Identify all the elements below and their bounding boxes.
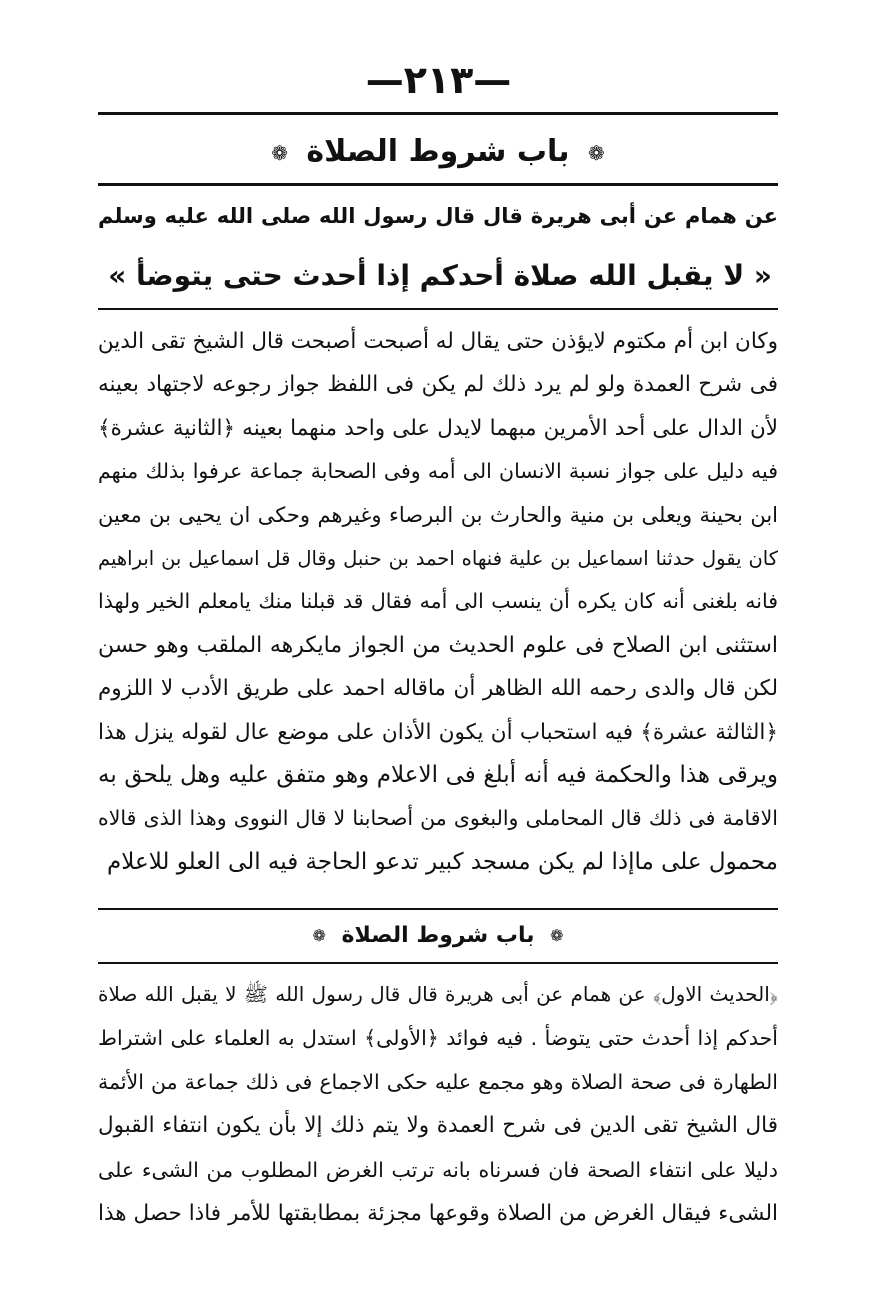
text-line: وكان ابن أم مكتوم لايؤذن حتى يقال له أصبحت أصبحت قال الشيخ تقى الدين bbox=[98, 329, 778, 354]
hadith-text bbox=[98, 186, 778, 306]
commentary-bottom bbox=[98, 972, 778, 1236]
text-line: ﴿الثالثة عشرة﴾ فيه استحباب أن يكون الأذان على موضع عال لقوله ينزل هذا bbox=[98, 719, 778, 745]
section-rule-top bbox=[98, 908, 778, 910]
text-line: لكن قال والدى رحمه الله الظاهر أن ماقاله احمد على طريق الأدب لا اللزوم bbox=[98, 676, 778, 702]
section-heading-title: باب شروط الصلاة bbox=[341, 923, 535, 948]
commentary-top bbox=[98, 320, 778, 884]
ornament-icon: ❁ bbox=[588, 140, 605, 165]
ornament-icon: ❁ bbox=[550, 926, 564, 945]
text-line: استثنى ابن الصلاح فى علوم الحديث من الجواز مايكرهه الملقب وهو حسن bbox=[98, 632, 778, 658]
header-rule bbox=[98, 112, 778, 115]
ornament-icon: ❁ bbox=[271, 140, 288, 165]
text-line: الطهارة فى صحة الصلاة وهو مجمع عليه حكى الاجماع فى ذلك جماعة من الأئمة bbox=[98, 1070, 778, 1094]
ornament-icon: ❁ bbox=[312, 926, 326, 945]
text-line: قال الشيخ تقى الدين فى شرح العمدة ولا يتم ذلك إلا بأن يكون انتفاء القبول bbox=[98, 1113, 778, 1138]
text-line: ابن بحينة ويعلى بن منية والحارث بن البرصاء وغيرهم وحكى ان يحيى بن معين bbox=[98, 502, 778, 527]
text-line: لأن الدال على أحد الأمرين مبهما لايدل على واحد منهما بعينه ﴿الثانية عشرة﴾ bbox=[98, 415, 778, 441]
text-line: ويرقى هذا والحكمة فيه أنه أبلغ فى الاعلام وهو متفق عليه وهل يلحق به bbox=[98, 761, 778, 788]
text-line: فيه دليل على جواز نسبة الانسان الى أمه وفى الصحابة جماعة عرفوا بذلك منهم bbox=[98, 459, 778, 484]
section-rule-bottom bbox=[98, 962, 778, 964]
chapter-heading-title: باب شروط الصلاة bbox=[306, 134, 570, 169]
hadith-line: « لا يقبل الله صلاة أحدكم إذا أحدث حتى يتوضأ » bbox=[108, 259, 772, 292]
text-line: فى شرح العمدة ولو لم يرد ذلك لم يكن فى اللفظ جواز رجوعه لاجتهاد بعينه bbox=[98, 372, 778, 398]
text-line: الاقامة فى ذلك قال المحاملى والبغوى من أصحابنا لا قال النووى وهذا الذى قالاه bbox=[98, 806, 778, 831]
text-line: فانه بلغنى أنه كان يكره أن ينسب الى أمه فقال قد قبلنا منك يامعلم الخير ولهذا bbox=[98, 589, 778, 614]
text-line: أحدكم إذا أحدث حتى يتوضأ . فيه فوائد ﴿الأولى﴾ استدل به العلماء على اشتراط bbox=[98, 1026, 778, 1050]
text-line: كان يقول حدثنا اسماعيل بن علية فنهاه احمد بن حنبل وقال قل اسماعيل بن ابراهيم bbox=[98, 546, 778, 570]
text-line: محمول على ماإذا لم يكن مسجد كبير تدعو الحاجة فيه الى العلو للاعلام bbox=[107, 848, 778, 875]
text-line: ﴿الحديث الاول﴾ عن همام عن أبى هريرة قال قال رسول الله ﷺ لا يقبل الله صلاة bbox=[98, 982, 778, 1006]
hadith-line: عن همام عن أبى هريرة قال قال رسول الله صلى الله عليه وسلم bbox=[98, 204, 778, 228]
text-line: دليلا على انتفاء الصحة فان فسرناه بانه ترتب الغرض المطلوب من الشىء على bbox=[98, 1158, 778, 1182]
chapter-heading bbox=[98, 128, 778, 176]
hadith-rule bbox=[98, 308, 778, 310]
page-number: —٢١٣— bbox=[365, 58, 512, 102]
text-line: الشىء فيقال الغرض من الصلاة وقوعها مجزئة بمطابقتها للأمر فاذا حصل هذا bbox=[98, 1201, 778, 1226]
section-heading bbox=[98, 914, 778, 958]
